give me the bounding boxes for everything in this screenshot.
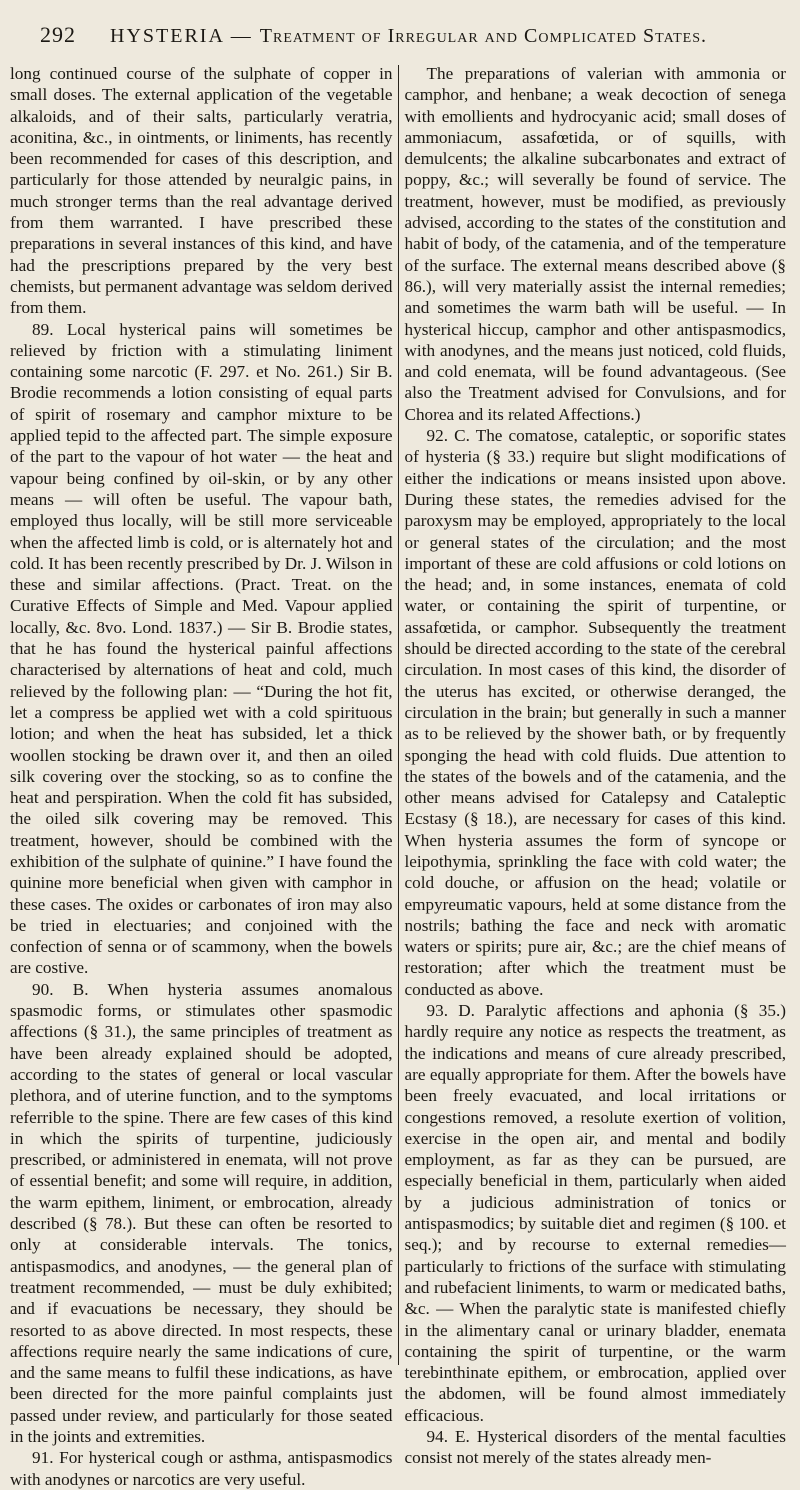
- running-head: [10, 22, 786, 59]
- left-column: [10, 63, 398, 1490]
- paragraph: 91. For hysterical cough or asthma, antispasmodics with anodynes or narcotics are very useful.: [10, 1448, 393, 1489]
- paragraph: 94. E. Hysterical disorders of the mental faculties consist not merely of the states already men-: [404, 1427, 786, 1468]
- page-number: 292: [40, 22, 76, 47]
- paragraph: The preparations of valerian with ammonia or camphor, and henbane; a weak decoction of senega with emollients and hydrocyanic acid; small doses of ammoniacum, assafœtida, or of squills, with demulcents; the alkaline subcarbonates and extract of poppy, &c.; will severally be found of service. The treatment, however, must be modified, as previously advised, according to the states of the constitution and habit of body, of the catamenia, and of the temperature of the surface. The external means described above (§ 86.), will very materially assist the internal remedies; and sometimes the warm bath will be useful. — In hysterical hiccup, camphor and other antispasmodics, with anodynes, and the means just noticed, cold fluids, and cold enemata, will be found advantageous. (See also the Treatment advised for Convulsions, and for Chorea and its related Affections.): [404, 64, 786, 424]
- text-columns: [10, 63, 786, 1490]
- paragraph: 90. B. When hysteria assumes anomalous spasmodic forms, or stimulates other spasmodic affections (§ 31.), the same principles of treatment as have been already explained should be adopted, according to the states of general or local vascular plethora, and of uterine function, and to the symptoms referrible to the spine. There are few cases of this kind in which the spirits of turpentine, judiciously prescribed, or administered in enemata, will not prove of essential benefit; and some will require, in addition, the warm epithem, liniment, or embrocation, already described (§ 78.). But these can often be resorted to only at considerable intervals. The tonics, antispasmodics, and anodynes, — the general plan of treatment recommended, — must be duly exhibited; and if evacuations be necessary, they should be resorted to as above directed. In most respects, these affections require nearly the same indications of cure, and the same means to fulfil these indications, as have been directed for the more painful complaints just passed under review, and particularly for those seated in the joints and extremities.: [10, 979, 393, 1446]
- paragraph: long continued course of the sulphate of copper in small doses. The external application of the vegetable alkaloids, and of their salts, particularly veratria, aconitina, &c., in ointments, or liniments, has recently been recommended for cases of this description, and particularly for those attended by neuralgic pains, in much stronger terms than the real advantage derived from them warranted. I have prescribed these preparations in several instances of this kind, and have had the prescriptions prepared by the very best chemists, but permanent advantage was seldom derived from them.: [10, 64, 393, 318]
- paragraph: 93. D. Paralytic affections and aphonia (§ 35.) hardly require any notice as respects the treatment, as the indications and means of cure already prescribed, are equally appropriate for them. After the bowels have been freely evacuated, and local irritations or congestions removed, a resolute exertion of volition, exercise in the open air, and mental and bodily employment, as far as they can be pursued, are especially beneficial in them, particularly when aided by a judicious administration of tonics or antispasmodics; by suitable diet and regimen (§ 100. et seq.); and by recourse to external remedies—particularly to frictions of the surface with stimulating and rubefacient liniments, to warm or medicated baths, &c. — When the paralytic state is manifested chiefly in the alimentary canal or urinary bladder, enemata containing the spirit of turpentine, or the warm terebinthinate epithem, or embrocation, applied over the abdomen, will be found almost immediately efficacious.: [404, 1001, 786, 1425]
- right-column: [399, 63, 787, 1490]
- running-title-main: HYSTERIA —: [110, 25, 260, 47]
- running-title: [110, 25, 707, 48]
- running-title-sub: Treatment of Irregular and Complicated States.: [259, 25, 708, 47]
- paragraph: 89. Local hysterical pains will sometimes be relieved by friction with a stimulating liniment containing some narcotic (F. 297. et No. 261.) Sir B. Brodie recommends a lotion consisting of equal parts of spirit of rosemary and camphor mixture to be applied tepid to the affected part. The simple exposure of the part to the vapour of hot water — the heat and vapour being confined by oil-skin, or by any other means — will often be useful. The vapour bath, employed thus locally, will be still more serviceable when the affected limb is cold, or is alternately hot and cold. It has been recently prescribed by Dr. J. Wilson in these and similar affections. (Pract. Treat. on the Curative Effects of Simple and Med. Vapour applied locally, &c. 8vo. Lond. 1837.) — Sir B. Brodie states, that he has found the hysterical painful affections characterised by alternations of heat and cold, much relieved by the following plan: — “During the hot fit, let a compress be applied wet with a cold spirituous lotion; and when the heat has subsided, let a thick woollen stocking be drawn over it, and then an oiled silk covering over the stocking, so as to confine the heat and perspiration. When the cold fit has subsided, the oiled silk covering may be removed. This treatment, however, should be combined with the exhibition of the sulphate of quinine.” I have found the quinine more beneficial when given with camphor in these cases. The oxides or carbonates of iron may also be tried in electuaries; and conjoined with the confection of senna or of scammony, when the bowels are costive.: [10, 319, 393, 978]
- paragraph: 92. C. The comatose, cataleptic, or soporific states of hysteria (§ 33.) require but slight modifications of either the indications or means insisted upon above. During these states, the remedies advised for the paroxysm may be employed, appropriately to the local or general states of the circulation; and the most important of these are cold affusions or cold lotions on the head; and, in some instances, enemata of cold water, or containing the spirit of turpentine, or assafœtida, or camphor. Subsequently the treatment should be directed according to the state of the cerebral circulation. In most cases of this kind, the disorder of the uterus has excited, or otherwise deranged, the circulation in the brain; but generally in such a manner as to be relieved by the shower bath, or by frequently sponging the head with cold fluids. Due attention to the states of the bowels and of the catamenia, and the other means advised for Catalepsy and Cataleptic Ecstasy (§ 18.), are necessary for cases of this kind. When hysteria assumes the form of syncope or leipothymia, sprinkling the face with cold water; the cold douche, or affusion on the head; volatile or empyreumatic vapours, held at some distance from the nostrils; bathing the face and neck with aromatic waters or spirits; pure air, &c.; are the chief means of restoration; after which the treatment must be conducted as above.: [404, 426, 786, 999]
